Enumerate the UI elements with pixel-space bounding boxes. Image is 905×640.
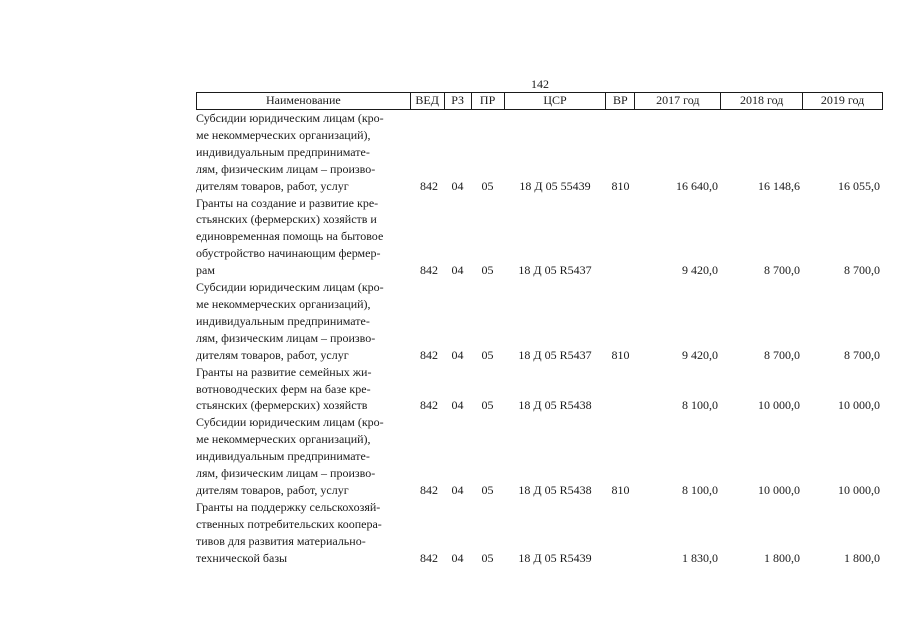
row-ved: 842 xyxy=(420,263,438,278)
table-row xyxy=(196,414,883,499)
row-pr: 05 xyxy=(481,263,494,278)
row-name xyxy=(196,110,410,195)
row-name xyxy=(196,499,410,567)
row-2019: 10 000,0 xyxy=(838,398,880,413)
table-header xyxy=(196,92,883,110)
row-name-line: Гранты на поддержку сельскохозяй- xyxy=(196,499,381,514)
row-rz: 04 xyxy=(451,263,464,278)
table-row xyxy=(196,279,883,364)
row-name-line: ме некоммерческих организаций), xyxy=(196,127,371,142)
row-name-line: лям, физическим лицам – произво- xyxy=(196,466,376,481)
row-2018: 1 800,0 xyxy=(764,550,800,565)
row-2018: 8 700,0 xyxy=(764,347,800,362)
row-pr: 05 xyxy=(481,482,494,497)
row-2017: 8 100,0 xyxy=(682,482,718,497)
row-name xyxy=(196,279,410,364)
table-row xyxy=(196,499,883,567)
header-2018: 2018 год xyxy=(721,93,803,109)
row-rz: 04 xyxy=(451,482,464,497)
row-name-line: индивидуальным предпринимате- xyxy=(196,449,370,464)
row-name-line: лям, физическим лицам – произво- xyxy=(196,161,376,176)
row-ved: 842 xyxy=(420,550,438,565)
row-name-line: Субсидии юридическим лицам (кро- xyxy=(196,280,384,295)
row-name-line: ственных потребительских коопера- xyxy=(196,516,382,531)
row-2019: 16 055,0 xyxy=(838,178,880,193)
row-name-line: Субсидии юридическим лицам (кро- xyxy=(196,111,384,125)
row-2018: 10 000,0 xyxy=(758,482,800,497)
row-name-line: ме некоммерческих организаций), xyxy=(196,432,371,447)
row-pr: 05 xyxy=(481,347,494,362)
row-2017: 8 100,0 xyxy=(682,398,718,413)
table-row xyxy=(196,110,883,195)
row-2018: 8 700,0 xyxy=(764,263,800,278)
row-rz: 04 xyxy=(451,398,464,413)
row-name-line: единовременная помощь на бытовое xyxy=(196,229,384,244)
row-name-line: лям, физическим лицам – произво- xyxy=(196,330,376,345)
row-name-line: дителям товаров, работ, услуг xyxy=(196,178,349,193)
row-ved: 842 xyxy=(420,482,438,497)
row-name-line: технической базы xyxy=(196,550,288,565)
row-csr: 18 Д 05 R5437 xyxy=(518,347,592,362)
row-2019: 10 000,0 xyxy=(838,482,880,497)
header-2019: 2019 год xyxy=(803,93,883,109)
row-pr: 05 xyxy=(481,178,494,193)
header-vr: ВР xyxy=(606,93,635,109)
row-name xyxy=(196,195,410,280)
row-2017: 9 420,0 xyxy=(682,347,718,362)
header-2017: 2017 год xyxy=(635,93,721,109)
row-name-line: индивидуальным предпринимате- xyxy=(196,144,370,159)
budget-table xyxy=(196,92,883,566)
row-name-line: Гранты на развитие семейных жи- xyxy=(196,364,372,379)
row-vr: 810 xyxy=(611,482,630,497)
row-csr: 18 Д 05 R5438 xyxy=(518,482,592,497)
row-name-line: индивидуальным предпринимате- xyxy=(196,313,370,328)
row-csr: 18 Д 05 R5437 xyxy=(518,263,592,278)
header-ved: ВЕД xyxy=(411,93,445,109)
row-rz: 04 xyxy=(451,178,464,193)
row-name-line: вотноводческих ферм на базе кре- xyxy=(196,381,371,396)
row-name-line: рам xyxy=(196,263,215,278)
page-number: 142 xyxy=(531,77,549,91)
row-2019: 8 700,0 xyxy=(844,263,880,278)
row-2017: 1 830,0 xyxy=(682,550,718,565)
table-row xyxy=(196,195,883,280)
row-ved: 842 xyxy=(420,398,438,413)
row-name-line: дителям товаров, работ, услуг xyxy=(196,347,349,362)
row-name-line: дителям товаров, работ, услуг xyxy=(196,482,349,497)
row-2018: 10 000,0 xyxy=(758,398,800,413)
row-ved: 842 xyxy=(420,178,438,193)
row-name-line: стьянских (фермерских) хозяйств xyxy=(196,398,368,413)
row-name-line: ме некоммерческих организаций), xyxy=(196,296,371,311)
row-csr: 18 Д 05 55439 xyxy=(519,178,591,193)
header-rz: РЗ xyxy=(445,93,472,109)
row-csr: 18 Д 05 R5438 xyxy=(518,398,592,413)
row-name xyxy=(196,364,410,415)
row-csr: 18 Д 05 R5439 xyxy=(518,550,592,565)
row-2019: 1 800,0 xyxy=(844,550,880,565)
row-vr: 810 xyxy=(611,347,630,362)
header-csr: ЦСР xyxy=(505,93,607,109)
row-2018: 16 148,6 xyxy=(758,178,800,193)
row-name-line: стьянских (фермерских) хозяйств и xyxy=(196,212,377,227)
header-pr: ПР xyxy=(472,93,505,109)
row-pr: 05 xyxy=(481,550,494,565)
row-ved: 842 xyxy=(420,347,438,362)
row-vr: 810 xyxy=(611,178,630,193)
row-name-line: тивов для развития материально- xyxy=(196,533,366,548)
row-2017: 9 420,0 xyxy=(682,263,718,278)
table-body xyxy=(196,110,883,566)
row-name-line: Гранты на создание и развитие кре- xyxy=(196,195,379,210)
table-row xyxy=(196,364,883,415)
row-pr: 05 xyxy=(481,398,494,413)
row-name xyxy=(196,414,410,499)
row-name-line: Субсидии юридическим лицам (кро- xyxy=(196,415,384,430)
row-2017: 16 640,0 xyxy=(676,178,718,193)
row-name-line: обустройство начинающим фермер- xyxy=(196,246,381,261)
row-rz: 04 xyxy=(451,347,464,362)
row-2019: 8 700,0 xyxy=(844,347,880,362)
header-name: Наименование xyxy=(197,93,411,109)
row-rz: 04 xyxy=(451,550,464,565)
